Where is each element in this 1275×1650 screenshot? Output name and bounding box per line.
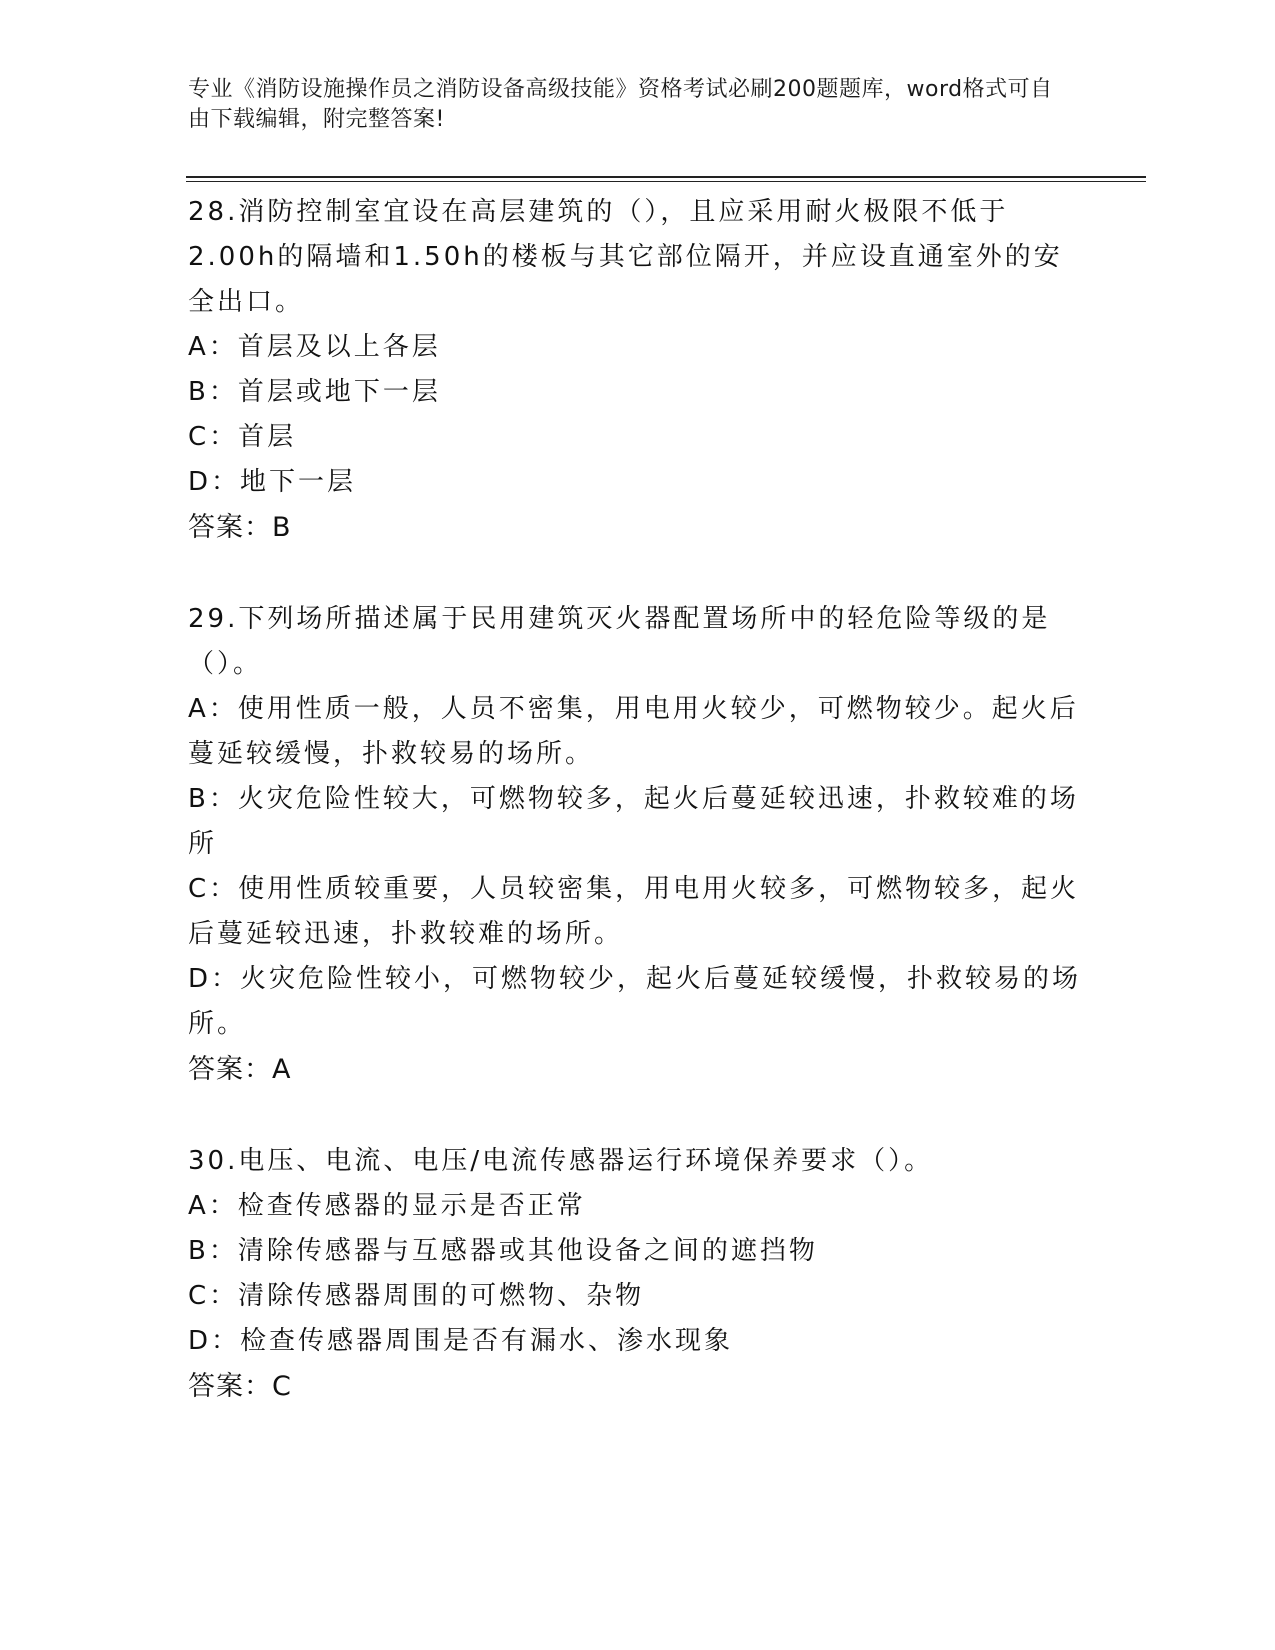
question-list <box>188 190 1088 1409</box>
question-29 <box>188 597 1088 1092</box>
spacer <box>188 1092 1088 1139</box>
option-c: C：使用性质较重要，人员较密集，用电用火较多，可燃物较多，起火后蔓延较迅速，扑救较难的场所。 <box>188 874 1080 949</box>
option-d: D：检查传感器周围是否有漏水、渗水现象 <box>188 1326 734 1356</box>
header-divider-thick <box>186 176 1146 178</box>
header-divider-thin <box>186 181 1146 182</box>
question-text: 30.电压、电流、电压/电流传感器运行环境保养要求（）。 <box>188 1146 934 1176</box>
option-b: B：清除传感器与互感器或其他设备之间的遮挡物 <box>188 1236 818 1266</box>
question-28 <box>188 190 1088 550</box>
question-30 <box>188 1139 1088 1409</box>
option-c: C：首层 <box>188 422 297 452</box>
question-text: 29.下列场所描述属于民用建筑灭火器配置场所中的轻危险等级的是（）。 <box>188 604 1051 679</box>
option-d: D：地下一层 <box>188 467 357 497</box>
option-b: B：火灾危险性较大，可燃物较多，起火后蔓延较迅速，扑救较难的场所 <box>188 784 1079 859</box>
option-b: B：首层或地下一层 <box>188 377 441 407</box>
option-d: D：火灾危险性较小，可燃物较少，起火后蔓延较缓慢，扑救较易的场所。 <box>188 964 1082 1039</box>
answer: 答案：A <box>188 1054 292 1085</box>
option-c: C：清除传感器周围的可燃物、杂物 <box>188 1281 645 1311</box>
option-a: A：检查传感器的显示是否正常 <box>188 1191 586 1221</box>
answer: 答案：B <box>188 512 292 543</box>
document-header: 专业《消防设施操作员之消防设备高级技能》资格考试必刷200题题库，word格式可自由下载编辑，附完整答案! <box>188 77 1053 132</box>
option-a: A：使用性质一般，人员不密集，用电用火较少，可燃物较少。起火后蔓延较缓慢，扑救较易的场所。 <box>188 694 1079 769</box>
answer: 答案：C <box>188 1371 292 1402</box>
option-a: A：首层及以上各层 <box>188 332 441 362</box>
spacer <box>188 550 1088 597</box>
question-text: 28.消防控制室宜设在高层建筑的（），且应采用耐火极限不低于2.00h的隔墙和1.50h的楼板与其它部位隔开，并应设直通室外的安全出口。 <box>188 197 1063 317</box>
